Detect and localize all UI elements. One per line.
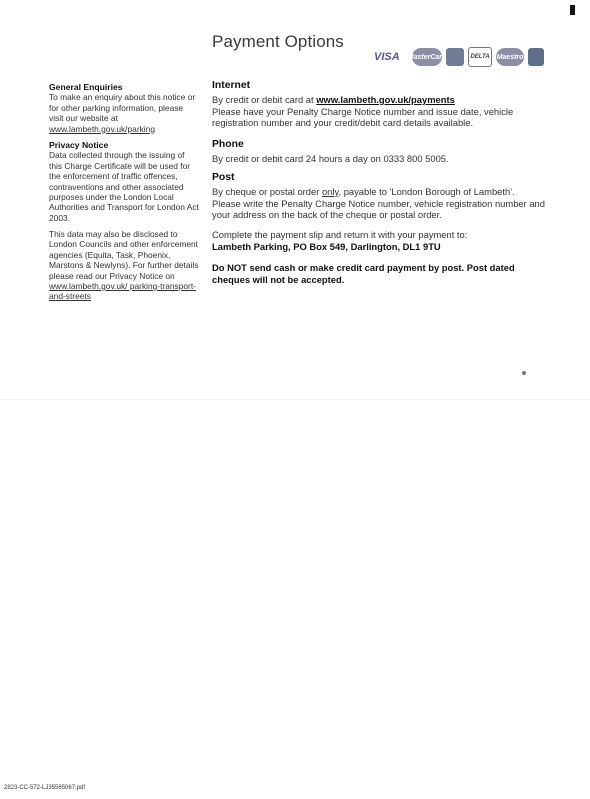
scan-mark: [522, 371, 526, 375]
footer-filename: 2823-CC-572-LJ35565067.pdf: [4, 785, 86, 791]
privacy-notice: [49, 140, 199, 223]
post-text-prefix: By cheque or postal order: [212, 185, 320, 197]
post-only: only: [321, 185, 339, 197]
internet-heading: Internet: [212, 80, 251, 91]
card-logo-icon: [528, 48, 544, 66]
post-text-suffix: , payable to 'London Borough of Lambeth'.: [338, 185, 515, 197]
post-heading: Post: [212, 172, 235, 183]
payment-card-logos: [374, 47, 544, 67]
payments-url-link[interactable]: www.lambeth.gov.uk/payments: [316, 93, 455, 105]
delta-logo-icon: DELTA: [468, 47, 492, 67]
complete-text: Complete the payment slip and return it with your payment to:: [212, 229, 468, 240]
internet-section: [212, 80, 552, 129]
phone-heading: Phone: [212, 139, 244, 150]
phone-section: [212, 139, 552, 165]
warning-section: [212, 262, 552, 286]
corner-mark: [570, 5, 575, 15]
page-fold-line: [0, 399, 590, 400]
privacy-notice-heading: Privacy Notice: [49, 140, 109, 150]
page-title: Payment Options: [212, 32, 344, 51]
complete-section: [212, 229, 552, 253]
card-logo-icon: [446, 48, 464, 66]
warning-text: Do NOT send cash or make credit card payment by post. Post dated cheques will not be accepted.: [212, 262, 515, 285]
data-disclosure-text: This data may also be disclosed to London Councils and other enforcement agencies (Equita, Task, Phoenix, Marstons & Newlyns). For further details please read our Privacy Notice on: [49, 229, 199, 281]
data-disclosure: [49, 229, 199, 302]
post-text2: Please write the Penalty Charge Notice number, vehicle registration number and your address on the back of the cheque or postal order.: [212, 197, 545, 221]
privacy-notice-text: Data collected through the issuing of this Charge Certificate will be used for the enforcement of traffic offences, contraventions and other associated purposes under the London Local Authorities and Transport for London Act 2003.: [49, 150, 199, 223]
general-enquiries-heading: General Enquiries: [49, 82, 123, 92]
visa-logo-icon: VISA: [374, 51, 400, 63]
postal-address: Lambeth Parking, PO Box 549, Darlington, DL1 9TU: [212, 240, 441, 252]
post-section: [212, 172, 552, 221]
parking-website-link[interactable]: www.lambeth.gov.uk/parking: [49, 123, 155, 134]
privacy-notice-link[interactable]: www.lambeth.gov.uk/ parking-transport-and-streets: [49, 281, 196, 302]
internet-text: Please have your Penalty Charge Notice number and issue date, vehicle registration number and your credit/debit card details available.: [212, 105, 514, 129]
general-enquiries: [49, 82, 199, 134]
internet-text-prefix: By credit or debit card at: [212, 93, 314, 105]
mastercard-logo-icon: MasterCard: [412, 48, 442, 66]
phone-text: By credit or debit card 24 hours a day on 0333 800 5005.: [212, 152, 449, 164]
maestro-logo-icon: Maestro: [496, 48, 524, 66]
general-enquiries-text: To make an enquiry about this notice or for other parking information, please visit our website at: [49, 92, 196, 124]
